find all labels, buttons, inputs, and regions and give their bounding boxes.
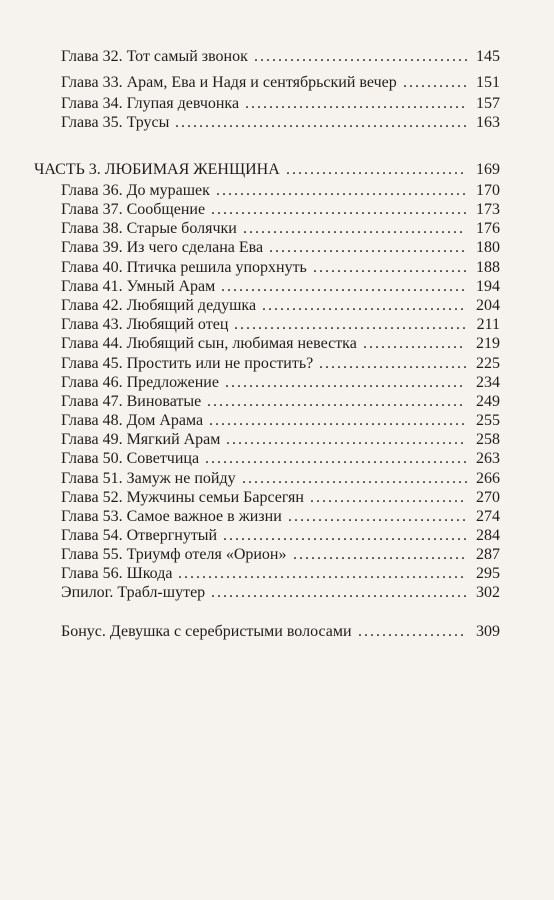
toc-entry[interactable] bbox=[0, 238, 554, 257]
toc-entry-title: Глава 36. До мурашек bbox=[61, 182, 210, 199]
toc-entry-page: 255 bbox=[476, 412, 500, 429]
toc-entry-page: 145 bbox=[476, 48, 500, 65]
leader-dots: .............................. bbox=[288, 508, 468, 525]
toc-entry[interactable] bbox=[0, 200, 554, 219]
leader-dots: ................................. bbox=[269, 239, 467, 256]
toc-entry[interactable] bbox=[0, 94, 554, 113]
toc-entry-page: 170 bbox=[476, 182, 500, 199]
toc-entry-title: Глава 33. Арам, Ева и Надя и сентябрьский вечер bbox=[61, 74, 397, 91]
leader-dots: ..................................... bbox=[243, 220, 465, 237]
toc-entry[interactable] bbox=[0, 469, 554, 488]
toc-entry-page: 225 bbox=[476, 355, 500, 372]
toc-entry-title: Глава 49. Мягкий Арам bbox=[61, 431, 221, 448]
toc-entry[interactable] bbox=[0, 219, 554, 238]
leader-dots: ..................................... bbox=[245, 95, 467, 112]
toc-entry-page: 263 bbox=[476, 450, 500, 467]
toc-bonus-page: 309 bbox=[476, 623, 500, 640]
leader-dots: ................. bbox=[363, 335, 465, 352]
toc-bonus-entry[interactable] bbox=[0, 622, 554, 641]
toc-entry[interactable] bbox=[0, 392, 554, 411]
toc-entry-page: 258 bbox=[476, 431, 500, 448]
leader-dots: ............................. bbox=[293, 546, 467, 563]
leader-dots: ................................................. bbox=[175, 114, 469, 131]
toc-entry[interactable] bbox=[0, 526, 554, 545]
toc-entry[interactable] bbox=[0, 449, 554, 468]
toc-entry-title: Глава 43. Любящий отец bbox=[61, 316, 229, 333]
toc-entry-title: Глава 38. Старые болячки bbox=[61, 220, 237, 237]
toc-entry-title: Глава 55. Триумф отеля «Орион» bbox=[61, 546, 287, 563]
leader-dots: ........................................... bbox=[211, 584, 469, 601]
leader-dots: ......................................... bbox=[221, 278, 467, 295]
toc-entry[interactable] bbox=[0, 258, 554, 277]
toc-entry[interactable] bbox=[0, 315, 554, 334]
leader-dots: ........................................... bbox=[209, 412, 467, 429]
toc-entry[interactable] bbox=[0, 564, 554, 583]
toc-entry[interactable] bbox=[0, 296, 554, 315]
toc-entry-page: 194 bbox=[476, 278, 500, 295]
toc-entry[interactable] bbox=[0, 507, 554, 526]
toc-entry-page: 211 bbox=[476, 316, 500, 333]
toc-entry[interactable] bbox=[0, 430, 554, 449]
leader-dots: ........................................... bbox=[207, 393, 465, 410]
toc-part-title: ЧАСТЬ 3. ЛЮБИМАЯ ЖЕНЩИНА bbox=[34, 161, 280, 178]
toc-entry[interactable] bbox=[0, 488, 554, 507]
leader-dots: .......................................... bbox=[216, 182, 468, 199]
leader-dots: ......................................... bbox=[223, 527, 469, 544]
leader-dots: ............................................ bbox=[205, 450, 469, 467]
toc-entry-page: 266 bbox=[476, 470, 500, 487]
toc-entry[interactable] bbox=[0, 47, 554, 66]
toc-entry-title: Глава 46. Предложение bbox=[61, 374, 219, 391]
leader-dots: .......................... bbox=[310, 489, 466, 506]
toc-entry-title: Глава 48. Дом Арама bbox=[61, 412, 204, 429]
toc-entry-title: Глава 37. Сообщение bbox=[61, 201, 206, 218]
leader-dots: ....................................... bbox=[234, 316, 468, 333]
toc-entry-title: Глава 32. Тот самый звонок bbox=[61, 48, 248, 65]
toc-entry-page: 249 bbox=[476, 393, 500, 410]
toc-entry[interactable] bbox=[0, 181, 554, 200]
toc-entry-title: Глава 53. Самое важное в жизни bbox=[61, 508, 282, 525]
toc-entry-title: Глава 51. Замуж не пойду bbox=[61, 470, 236, 487]
toc-entry-page: 151 bbox=[476, 74, 500, 91]
leader-dots: ...................................... bbox=[242, 470, 470, 487]
toc-entry-title: Глава 50. Советчица bbox=[61, 450, 200, 467]
toc-entry-title: Глава 41. Умный Арам bbox=[61, 278, 216, 295]
toc-entry-title: Глава 54. Отвергнутый bbox=[61, 527, 218, 544]
toc-entry-title: Глава 35. Трусы bbox=[61, 114, 170, 131]
toc-entry-title: Глава 56. Шкода bbox=[61, 565, 173, 582]
toc-entry[interactable] bbox=[0, 545, 554, 564]
toc-entry-page: 274 bbox=[476, 508, 500, 525]
toc-entry-page: 295 bbox=[476, 565, 500, 582]
leader-dots: .................................. bbox=[262, 297, 466, 314]
leader-dots: ......................... bbox=[319, 355, 469, 372]
leader-dots: ........................................... bbox=[211, 201, 469, 218]
toc-entry-page: 302 bbox=[476, 584, 500, 601]
toc-entry[interactable] bbox=[0, 334, 554, 353]
toc-entry[interactable] bbox=[0, 277, 554, 296]
toc-entry[interactable] bbox=[0, 411, 554, 430]
toc-entry[interactable] bbox=[0, 113, 554, 132]
toc-entry-page: 173 bbox=[476, 201, 500, 218]
leader-dots: .................................... bbox=[254, 48, 470, 65]
toc-entry[interactable] bbox=[0, 354, 554, 373]
toc-entry-page: 284 bbox=[476, 527, 500, 544]
toc-entry-title: Глава 39. Из чего сделана Ева bbox=[61, 239, 264, 256]
leader-dots: .............................. bbox=[286, 161, 466, 178]
toc-entry-title: Глава 40. Птичка решила упорхнуть bbox=[61, 259, 307, 276]
toc-entry-title: Глава 45. Простить или не простить? bbox=[61, 355, 314, 372]
toc-entry[interactable] bbox=[0, 583, 554, 602]
toc-entry-page: 234 bbox=[476, 374, 500, 391]
leader-dots: .................. bbox=[358, 623, 466, 640]
toc-entry-page: 157 bbox=[476, 95, 500, 112]
toc-entry[interactable] bbox=[0, 73, 554, 92]
toc-entry-title: Эпилог. Трабл-шутер bbox=[61, 584, 206, 601]
leader-dots: ........................................ bbox=[225, 374, 465, 391]
toc-entry-title: Глава 34. Глупая девчонка bbox=[61, 95, 240, 112]
leader-dots: ........... bbox=[403, 74, 469, 91]
toc-entry-page: 219 bbox=[476, 335, 500, 352]
toc-entry-title: Глава 44. Любящий сын, любимая невестка bbox=[61, 335, 357, 352]
toc-entry-title: Глава 42. Любящий дедушка bbox=[61, 297, 257, 314]
toc-part-heading[interactable] bbox=[0, 160, 554, 179]
toc-entry-page: 204 bbox=[476, 297, 500, 314]
toc-entry-title: Глава 47. Виноватые bbox=[61, 393, 202, 410]
toc-entry-page: 287 bbox=[476, 546, 500, 563]
toc-entry-page: 188 bbox=[476, 259, 500, 276]
toc-entry-page: 180 bbox=[476, 239, 500, 256]
leader-dots: ................................................ bbox=[178, 565, 466, 582]
toc-entry-page: 270 bbox=[476, 489, 500, 506]
toc-entry-title: Глава 52. Мужчины семьи Барсегян bbox=[61, 489, 304, 506]
leader-dots: ........................................ bbox=[226, 431, 466, 448]
toc-entry[interactable] bbox=[0, 373, 554, 392]
toc-part-page: 169 bbox=[476, 161, 500, 178]
toc-entry-page: 176 bbox=[476, 220, 500, 237]
toc-bonus-title: Бонус. Девушка с серебристыми волосами bbox=[61, 623, 352, 640]
leader-dots: .......................... bbox=[313, 259, 469, 276]
toc-entry-page: 163 bbox=[476, 114, 500, 131]
